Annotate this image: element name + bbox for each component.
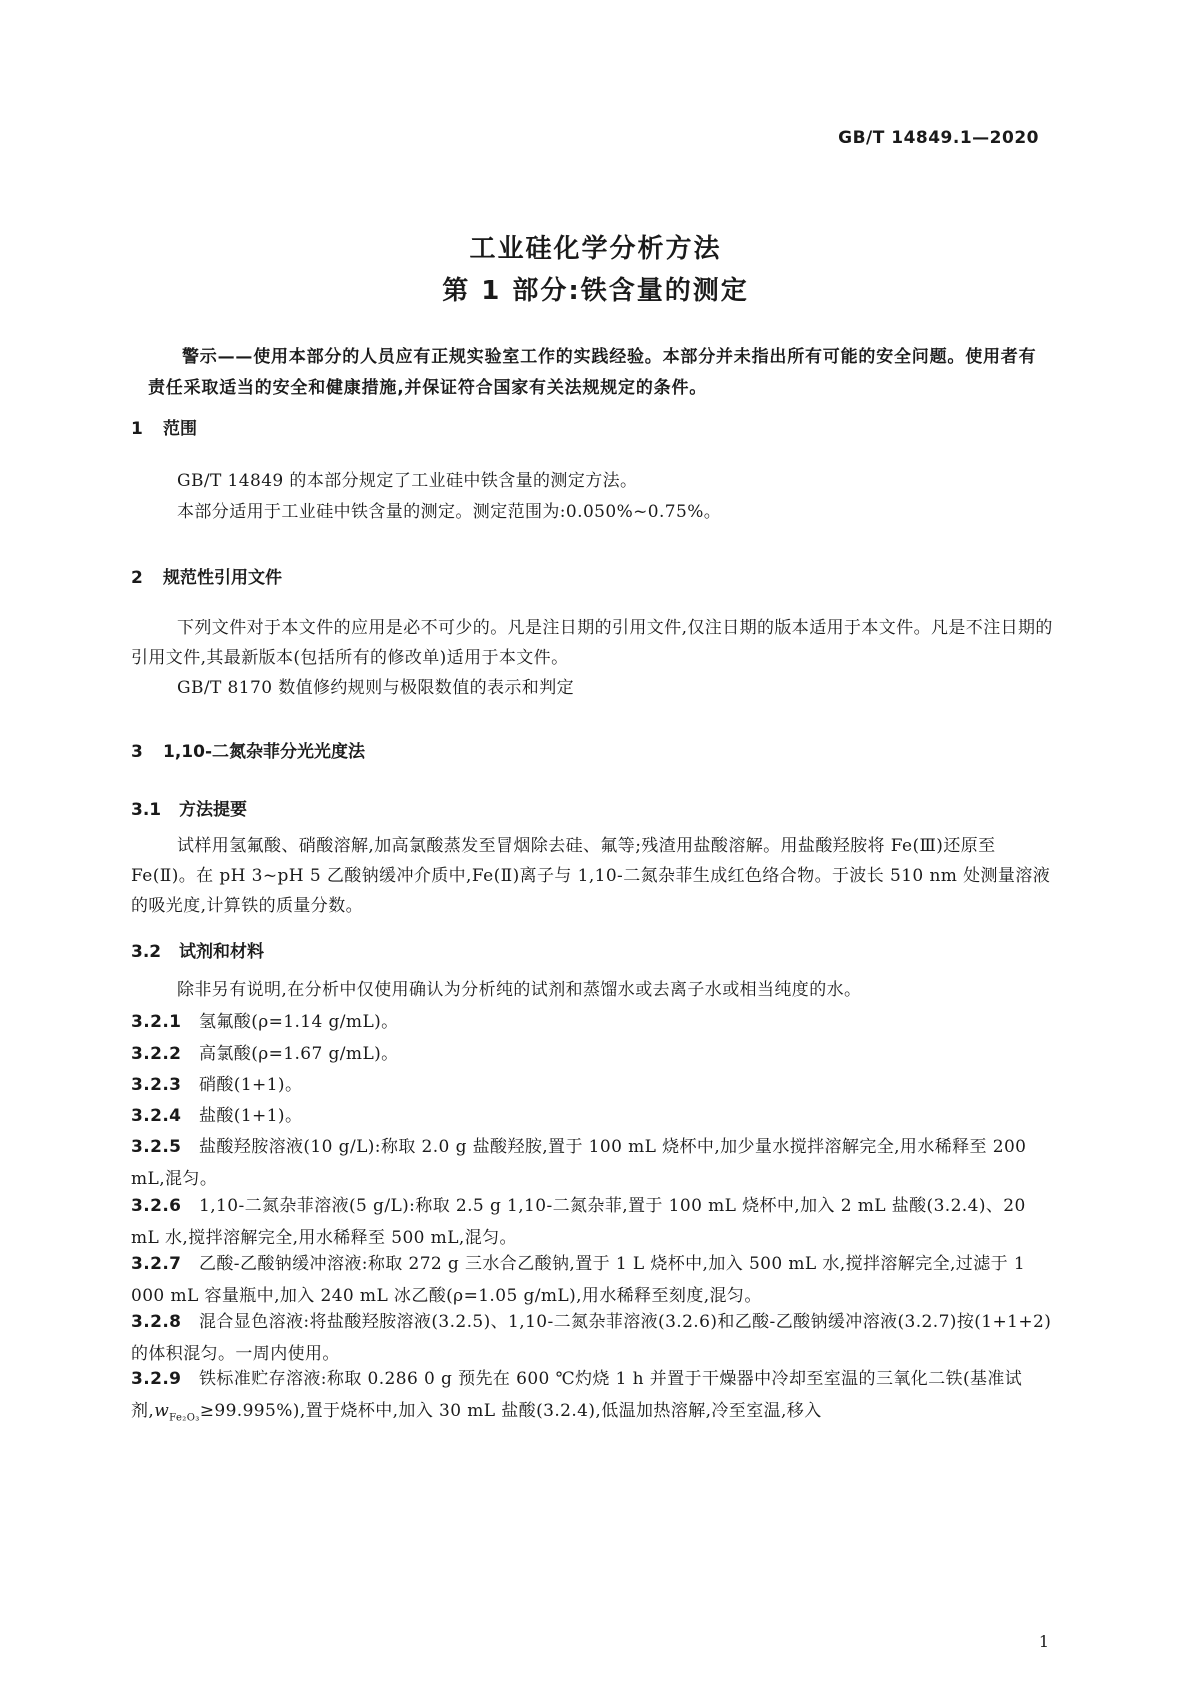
standard-code: GB/T 14849.1—2020 — [838, 128, 1039, 148]
title-line-1: 工业硅化学分析方法 — [469, 234, 722, 264]
list-item — [131, 1306, 1053, 1370]
item-number: 3.2.6 — [131, 1196, 182, 1216]
mass-fraction-symbol: w — [154, 1401, 170, 1421]
section-3-1-paragraph: 试样用氢氟酸、硝酸溶解,加高氯酸蒸发至冒烟除去硅、氟等;残渣用盐酸溶解。用盐酸羟胺将 Fe(Ⅲ)还原至 Fe(Ⅱ)。在 pH 3~pH 5 乙酸钠缓冲介质中,Fe(Ⅱ)离子与 1,10-二氮杂菲生成红色络合物。于波长 510 nm 处测量溶液的吸光度,计算铁的质量分数。 — [131, 836, 1051, 916]
section-title: 规范性引用文件 — [163, 568, 282, 588]
item-number: 3.2.1 — [131, 1012, 182, 1032]
list-item — [131, 1069, 1053, 1101]
list-item — [131, 1006, 1053, 1038]
item-text-a: 铁标准贮存溶液:称取 0.286 0 g 预先在 600 ℃灼烧 1 h 并置于干燥器中冷却至室温的三氧化二铁(基准试剂, — [131, 1369, 1023, 1421]
item-text: 盐酸羟胺溶液(10 g/L):称取 2.0 g 盐酸羟胺,置于 100 mL 烧杯中,加少量水搅拌溶解完全,用水稀释至 200 mL,混匀。 — [131, 1137, 1027, 1189]
item-text: 高氯酸(ρ=1.67 g/mL)。 — [199, 1044, 399, 1064]
section-number: 1 — [131, 419, 143, 439]
section-2-heading — [131, 563, 282, 588]
item-number: 3.2.4 — [131, 1106, 182, 1126]
section-1-paragraph-1: GB/T 14849 的本部分规定了工业硅中铁含量的测定方法。 — [177, 471, 638, 491]
page-number: 1 — [1038, 1632, 1049, 1651]
item-text-b: ≥99.995%),置于烧杯中,加入 30 mL 盐酸(3.2.4),低温加热溶解,冷至室温,移入 — [199, 1401, 822, 1421]
list-item — [131, 1100, 1053, 1132]
item-number: 3.2.2 — [131, 1044, 182, 1064]
mass-fraction-subscript: Fe₂O₃ — [169, 1412, 200, 1424]
item-number: 3.2.5 — [131, 1137, 182, 1157]
item-text: 乙酸-乙酸钠缓冲溶液:称取 272 g 三水合乙酸钠,置于 1 L 烧杯中,加入 500 mL 水,搅拌溶解完全,过滤于 1 000 mL 容量瓶中,加入 240 mL 冰乙酸(ρ=1.05 g/mL),用水稀释至刻度,混匀。 — [131, 1254, 1026, 1306]
list-item — [131, 1248, 1053, 1312]
section-title: 范围 — [163, 419, 197, 439]
section-number: 3.2 — [131, 942, 162, 962]
section-3-1-heading — [131, 795, 247, 820]
section-number: 3.1 — [131, 800, 162, 820]
item-number: 3.2.7 — [131, 1254, 182, 1274]
item-text: 氢氟酸(ρ=1.14 g/mL)。 — [199, 1012, 399, 1032]
item-number: 3.2.8 — [131, 1312, 182, 1332]
section-3-2-paragraph: 除非另有说明,在分析中仅使用确认为分析纯的试剂和蒸馏水或去离子水或相当纯度的水。 — [177, 980, 862, 1000]
item-number: 3.2.3 — [131, 1075, 182, 1095]
item-number: 3.2.9 — [131, 1369, 182, 1389]
section-number: 3 — [131, 742, 143, 762]
section-title: 试剂和材料 — [179, 942, 264, 962]
section-title: 方法提要 — [179, 800, 247, 820]
item-text: 盐酸(1+1)。 — [199, 1106, 303, 1126]
section-3-2-heading — [131, 937, 264, 962]
section-title: 1,10-二氮杂菲分光光度法 — [163, 742, 365, 762]
section-2-paragraph-1: 下列文件对于本文件的应用是必不可少的。凡是注日期的引用文件,仅注日期的版本适用于本文件。凡是不注日期的引用文件,其最新版本(包括所有的修改单)适用于本文件。 — [131, 618, 1053, 668]
warning-paragraph: 警示——使用本部分的人员应有正规实验室工作的实践经验。本部分并未指出所有可能的安全问题。使用者有责任采取适当的安全和健康措施,并保证符合国家有关法规规定的条件。 — [148, 347, 1037, 398]
section-1-paragraph-2: 本部分适用于工业硅中铁含量的测定。测定范围为:0.050%~0.75%。 — [177, 502, 722, 522]
list-item — [131, 1131, 1053, 1195]
list-item — [131, 1363, 1053, 1434]
list-item — [131, 1038, 1053, 1070]
section-1-heading — [131, 414, 197, 439]
section-2-reference: GB/T 8170 数值修约规则与极限数值的表示和判定 — [177, 678, 575, 698]
title-line-2: 第 1 部分:铁含量的测定 — [442, 276, 749, 306]
item-text: 1,10-二氮杂菲溶液(5 g/L):称取 2.5 g 1,10-二氮杂菲,置于 100 mL 烧杯中,加入 2 mL 盐酸(3.2.4)、20 mL 水,搅拌溶解完全,用水稀释至 500 mL,混匀。 — [131, 1196, 1026, 1248]
document-title — [0, 228, 1191, 312]
item-text: 硝酸(1+1)。 — [199, 1075, 303, 1095]
item-text: 混合显色溶液:将盐酸羟胺溶液(3.2.5)、1,10-二氮杂菲溶液(3.2.6)和乙酸-乙酸钠缓冲溶液(3.2.7)按(1+1+2)的体积混匀。一周内使用。 — [131, 1312, 1052, 1364]
section-3-heading — [131, 737, 365, 762]
list-item — [131, 1190, 1053, 1254]
section-number: 2 — [131, 568, 143, 588]
